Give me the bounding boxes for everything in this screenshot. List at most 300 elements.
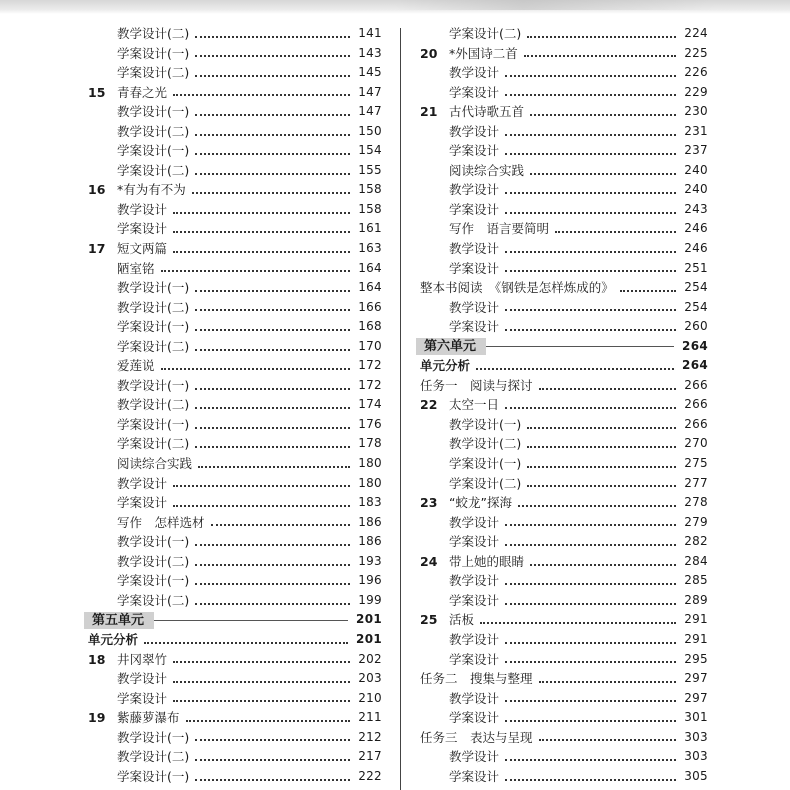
dot-leader (480, 622, 676, 624)
dot-leader (195, 329, 350, 331)
page-number: 145 (358, 65, 382, 80)
toc-entry (420, 434, 708, 454)
entry-title: 单元分析 (420, 358, 471, 374)
toc-entry (88, 591, 382, 611)
toc-entry (420, 83, 708, 103)
toc-entry (420, 278, 708, 298)
page-number: 222 (358, 768, 382, 783)
page-number: 254 (684, 280, 708, 295)
dot-leader (195, 779, 350, 781)
dot-leader (527, 485, 676, 487)
toc-entry (420, 708, 708, 728)
lesson-number: 21 (420, 104, 438, 120)
entry-title: 教学设计 (449, 123, 500, 139)
dot-leader (505, 329, 676, 331)
toc-entry (420, 513, 708, 533)
dot-leader (555, 231, 676, 233)
dot-leader (195, 75, 350, 77)
page-number: 243 (684, 201, 708, 216)
page-number: 254 (684, 299, 708, 314)
page-number: 291 (684, 631, 708, 646)
toc-entry (88, 552, 382, 572)
entry-title: 教学设计(二) (117, 26, 190, 41)
dot-leader (505, 700, 676, 702)
dot-leader (505, 134, 676, 136)
toc-entry (420, 161, 708, 181)
dot-leader (195, 388, 350, 390)
entry-title: 教学设计(二) (117, 299, 190, 315)
toc-entry (420, 317, 708, 337)
dot-leader (505, 661, 676, 663)
entry-title: 写作 语言要简明 (449, 221, 550, 237)
dot-leader (505, 642, 676, 644)
toc-entry (88, 337, 382, 357)
dot-leader (527, 446, 676, 448)
dot-leader (195, 544, 350, 546)
toc-entry (88, 317, 382, 337)
toc-entry (420, 63, 708, 83)
dot-leader (144, 642, 348, 644)
toc-entry (88, 219, 382, 239)
dot-leader (476, 368, 674, 370)
entry-title: 学案设计 (449, 651, 500, 667)
page-number: 163 (358, 241, 382, 256)
toc-entry (88, 689, 382, 709)
toc-lesson-entry (88, 239, 382, 259)
entry-title: 教学设计(二) (117, 123, 190, 139)
page-number: 264 (682, 358, 708, 373)
page-number: 178 (358, 436, 382, 451)
dot-leader (173, 231, 350, 233)
dot-leader (186, 720, 351, 722)
toc-lesson-entry (88, 650, 382, 670)
page-number: 193 (358, 553, 382, 568)
toc-entry (88, 474, 382, 494)
entry-title: 教学设计 (449, 573, 500, 589)
toc-entry (88, 44, 382, 64)
page-number: 164 (358, 260, 382, 275)
dot-leader (195, 173, 350, 175)
page-number: 226 (684, 65, 708, 80)
page-number: 251 (684, 260, 708, 275)
dot-leader (505, 192, 676, 194)
lesson-number: 17 (88, 241, 106, 257)
entry-title: 学案设计 (449, 534, 500, 550)
dot-leader (195, 55, 350, 57)
page-number: 266 (684, 377, 708, 392)
dot-leader (505, 603, 676, 605)
entry-title: 学案设计 (117, 495, 168, 511)
entry-title: 阅读综合实践 (117, 456, 193, 472)
page-number: 217 (358, 749, 382, 764)
page-number: 170 (358, 338, 382, 353)
entry-title: 学案设计(一) (117, 768, 190, 784)
dot-leader (527, 466, 676, 468)
page-number: 231 (684, 123, 708, 138)
page-number: 143 (358, 45, 382, 60)
entry-title: 教学设计(一) (117, 729, 190, 745)
toc-entry (420, 376, 708, 396)
dot-leader (195, 564, 350, 566)
entry-title: 教学设计 (449, 749, 500, 765)
dot-leader (195, 134, 350, 136)
toc-entry (88, 356, 382, 376)
entry-title: 学案设计(二) (117, 65, 190, 81)
dot-leader (195, 114, 350, 116)
entry-title: 学案设计(二) (117, 592, 190, 608)
page-number: 278 (684, 495, 708, 510)
dot-leader (173, 661, 350, 663)
toc-entry (420, 24, 708, 44)
entry-title: 学案设计(二) (449, 26, 522, 41)
page-number: 260 (684, 319, 708, 334)
toc-entry (420, 747, 708, 767)
dot-leader (173, 505, 350, 507)
page-number: 224 (684, 26, 708, 40)
entry-title: 学案设计 (449, 201, 500, 217)
toc-right-column (420, 24, 708, 786)
dot-leader (539, 681, 677, 683)
dot-leader (211, 524, 351, 526)
entry-title: 教学设计 (449, 65, 500, 81)
toc-entry (88, 532, 382, 552)
column-divider (400, 28, 401, 790)
toc-unit-heading (420, 337, 708, 357)
page-number: 266 (684, 397, 708, 412)
dot-leader (161, 270, 351, 272)
lesson-number: 16 (88, 182, 106, 198)
entry-title: 古代诗歌五首 (449, 104, 525, 120)
lesson-number: 24 (420, 553, 438, 569)
page-number: 172 (358, 377, 382, 392)
page-number: 201 (356, 612, 382, 627)
lesson-number: 15 (88, 84, 106, 100)
dot-leader (505, 720, 676, 722)
page-number: 246 (684, 241, 708, 256)
page-number: 295 (684, 651, 708, 666)
toc-unit-analysis (88, 630, 382, 650)
page-number: 240 (684, 182, 708, 197)
toc-entry (88, 200, 382, 220)
entry-title: 学案设计 (449, 84, 500, 100)
dot-leader (195, 349, 350, 351)
entry-title: 教学设计(二) (449, 436, 522, 452)
dot-leader (505, 75, 676, 77)
toc-entry (420, 200, 708, 220)
toc-entry (420, 630, 708, 650)
toc-entry (88, 513, 382, 533)
toc-entry (88, 298, 382, 318)
entry-title: 学案设计(一) (117, 573, 190, 589)
page-number: 297 (684, 690, 708, 705)
dot-leader (195, 309, 350, 311)
page-fold-shadow (395, 0, 715, 10)
dot-leader (173, 681, 350, 683)
dot-leader (524, 55, 676, 57)
page-number: 211 (358, 710, 382, 725)
page-number: 172 (358, 358, 382, 373)
entry-title: *有为有不为 (117, 182, 186, 198)
toc-entry (420, 180, 708, 200)
toc-lesson-entry (420, 493, 708, 513)
page-number: 229 (684, 84, 708, 99)
toc-entry (420, 532, 708, 552)
entry-title: 学案设计 (449, 768, 500, 784)
entry-title: 带上她的眼睛 (449, 553, 525, 569)
entry-title: 青春之光 (117, 84, 168, 100)
toc-entry (88, 669, 382, 689)
entry-title: 整本书阅读 《钢铁是怎样炼成的》 (420, 280, 614, 296)
toc-entry (420, 669, 708, 689)
toc-left-column (88, 24, 382, 786)
page-number: 277 (684, 475, 708, 490)
dot-leader (505, 94, 676, 96)
entry-title: 学案设计(一) (117, 143, 190, 159)
dot-leader (195, 36, 350, 38)
toc-entry (420, 454, 708, 474)
lesson-number: 20 (420, 45, 438, 61)
dot-leader (539, 388, 677, 390)
page-number: 225 (684, 45, 708, 60)
entry-title: 学案设计(一) (117, 45, 190, 61)
lesson-number: 18 (88, 651, 106, 667)
toc-entry (420, 259, 708, 279)
dot-leader (518, 505, 676, 507)
page-number: 282 (684, 534, 708, 549)
entry-title: *外国诗二首 (449, 45, 518, 61)
entry-title: 任务三 表达与呈现 (420, 729, 533, 745)
page-number: 212 (358, 729, 382, 744)
entry-title: 学案设计(二) (117, 436, 190, 452)
toc-entry (88, 395, 382, 415)
dot-leader (505, 212, 676, 214)
dot-leader (161, 368, 351, 370)
page-number: 155 (358, 162, 382, 177)
entry-title: 学案设计 (449, 260, 500, 276)
entry-title: 学案设计 (449, 143, 500, 159)
entry-title: 教学设计(一) (117, 534, 190, 550)
lesson-number: 23 (420, 495, 438, 511)
toc-entry (88, 24, 382, 44)
page-number: 199 (358, 592, 382, 607)
entry-title: 任务二 搜集与整理 (420, 671, 533, 687)
entry-title: 教学设计 (449, 690, 500, 706)
lesson-number: 25 (420, 612, 438, 628)
dot-leader (195, 603, 350, 605)
entry-title: 教学设计(一) (117, 377, 190, 393)
dot-leader (195, 739, 350, 741)
dot-leader (192, 192, 350, 194)
entry-title: 太空一日 (449, 397, 500, 413)
entry-title: 教学设计(一) (449, 416, 522, 432)
page-number: 186 (358, 514, 382, 529)
entry-title: 写作 怎样选材 (117, 514, 205, 530)
page-number: 291 (684, 612, 708, 627)
toc-entry (88, 747, 382, 767)
dot-leader (505, 524, 676, 526)
page-number: 147 (358, 84, 382, 99)
toc-lesson-entry (88, 180, 382, 200)
page-number: 158 (358, 201, 382, 216)
page-number: 275 (684, 456, 708, 471)
dot-leader (527, 427, 676, 429)
entry-title: 教学设计 (449, 182, 500, 198)
page-number: 303 (684, 729, 708, 744)
toc-entry (88, 454, 382, 474)
page-number: 166 (358, 299, 382, 314)
dot-leader (154, 620, 348, 621)
toc-unit-heading (88, 610, 382, 630)
dot-leader (173, 700, 350, 702)
page-number: 285 (684, 573, 708, 588)
page-number: 202 (358, 651, 382, 666)
toc-entry (88, 434, 382, 454)
page-number: 158 (358, 182, 382, 197)
toc-entry (420, 122, 708, 142)
entry-title: 学案设计 (117, 221, 168, 237)
dot-leader (620, 290, 676, 292)
page-number: 180 (358, 475, 382, 490)
entry-title: 学案设计(二) (449, 475, 522, 491)
dot-leader (195, 446, 350, 448)
dot-leader (505, 309, 676, 311)
toc-lesson-entry (88, 708, 382, 728)
toc-entry (420, 239, 708, 259)
entry-title: 单元分析 (88, 631, 139, 647)
entry-title: “蛟龙”探海 (449, 495, 512, 511)
page-number: 246 (684, 221, 708, 236)
page-number: 240 (684, 162, 708, 177)
dot-leader (198, 466, 350, 468)
toc-entry (88, 278, 382, 298)
entry-title: 教学设计 (117, 475, 168, 491)
entry-title: 教学设计(一) (117, 104, 190, 120)
entry-title: 活板 (449, 612, 475, 628)
entry-title: 短文两篇 (117, 241, 168, 257)
toc-entry (420, 689, 708, 709)
toc-lesson-entry (88, 83, 382, 103)
page-number: 301 (684, 710, 708, 725)
dot-leader (505, 759, 676, 761)
entry-title: 爱莲说 (117, 358, 155, 374)
page-number: 203 (358, 671, 382, 686)
dot-leader (195, 583, 350, 585)
page-number: 164 (358, 280, 382, 295)
toc-entry (420, 591, 708, 611)
page-number: 230 (684, 104, 708, 119)
toc-entry (88, 122, 382, 142)
entry-title: 学案设计(一) (117, 416, 190, 432)
entry-title: 教学设计 (117, 201, 168, 217)
page-number: 150 (358, 123, 382, 138)
toc-entry (420, 415, 708, 435)
dot-leader (505, 779, 676, 781)
page-number: 266 (684, 416, 708, 431)
dot-leader (173, 94, 350, 96)
entry-title: 阅读综合实践 (449, 162, 525, 178)
page-number: 305 (684, 768, 708, 783)
dot-leader (505, 251, 676, 253)
page-number: 154 (358, 143, 382, 158)
page-number: 183 (358, 495, 382, 510)
entry-title: 学案设计(一) (449, 456, 522, 472)
dot-leader (539, 739, 677, 741)
toc-lesson-entry (420, 44, 708, 64)
entry-title: 学案设计(二) (117, 162, 190, 178)
entry-title: 教学设计 (449, 241, 500, 257)
dot-leader (486, 346, 674, 347)
entry-title: 教学设计 (449, 299, 500, 315)
dot-leader (505, 544, 676, 546)
page-number: 141 (358, 26, 382, 40)
page-number: 161 (358, 221, 382, 236)
dot-leader (195, 407, 350, 409)
page-number: 303 (684, 749, 708, 764)
entry-title: 紫藤萝瀑布 (117, 710, 180, 726)
page-number: 237 (684, 143, 708, 158)
entry-title: 教学设计(二) (117, 749, 190, 765)
dot-leader (505, 153, 676, 155)
entry-title: 学案设计(二) (117, 338, 190, 354)
toc-entry (88, 63, 382, 83)
toc-entry (88, 728, 382, 748)
entry-title: 学案设计 (449, 710, 500, 726)
entry-title: 井冈翠竹 (117, 651, 168, 667)
dot-leader (173, 212, 350, 214)
toc-entry (420, 298, 708, 318)
toc-entry (88, 571, 382, 591)
toc-entry (88, 415, 382, 435)
dot-leader (527, 36, 676, 38)
dot-leader (505, 407, 676, 409)
entry-title: 教学设计 (449, 631, 500, 647)
lesson-number: 22 (420, 397, 438, 413)
page-number: 297 (684, 671, 708, 686)
dot-leader (530, 173, 676, 175)
dot-leader (173, 251, 350, 253)
page-number: 186 (358, 534, 382, 549)
toc-entry (420, 474, 708, 494)
toc-entry (420, 728, 708, 748)
page-number: 174 (358, 397, 382, 412)
toc-entry (88, 493, 382, 513)
toc-entry (88, 141, 382, 161)
page-number: 210 (358, 690, 382, 705)
toc-entry (420, 650, 708, 670)
toc-lesson-entry (420, 610, 708, 630)
dot-leader (195, 427, 350, 429)
dot-leader (530, 114, 676, 116)
entry-title: 学案设计 (449, 592, 500, 608)
page-number: 264 (682, 338, 708, 353)
dot-leader (505, 583, 676, 585)
entry-title: 陋室铭 (117, 260, 155, 276)
entry-title: 第五单元 (84, 612, 154, 629)
dot-leader (195, 153, 350, 155)
entry-title: 教学设计(一) (117, 280, 190, 296)
toc-entry (420, 141, 708, 161)
page-number: 147 (358, 104, 382, 119)
page-number: 176 (358, 416, 382, 431)
toc-entry (420, 219, 708, 239)
toc-unit-analysis (420, 356, 708, 376)
toc-entry (88, 767, 382, 787)
page-number: 289 (684, 592, 708, 607)
page-number: 201 (356, 631, 382, 646)
entry-title: 学案设计(一) (117, 319, 190, 335)
dot-leader (505, 270, 676, 272)
entry-title: 任务一 阅读与探讨 (420, 377, 533, 393)
